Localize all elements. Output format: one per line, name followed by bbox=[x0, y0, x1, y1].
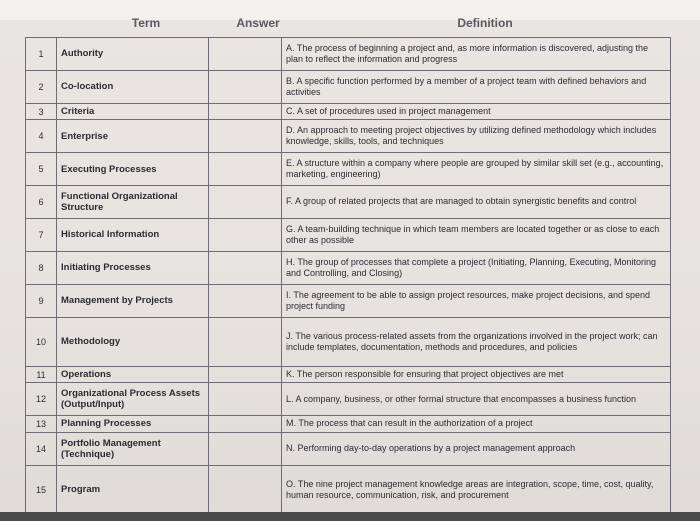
term-cell: Authority bbox=[57, 38, 209, 71]
table-row bbox=[26, 153, 671, 186]
row-number: 4 bbox=[26, 120, 57, 153]
answer-cell[interactable] bbox=[209, 103, 282, 119]
answer-cell[interactable] bbox=[209, 38, 282, 71]
table-row bbox=[26, 366, 671, 382]
answer-cell[interactable] bbox=[209, 186, 282, 219]
definition-cell: K. The person responsible for ensuring that project objectives are met bbox=[282, 366, 671, 382]
term-cell: Criteria bbox=[57, 103, 209, 119]
definition-cell: D. An approach to meeting project objectives by utilizing defined methodology which includes knowledge, skills, tools, and techniques bbox=[282, 120, 671, 153]
row-number: 14 bbox=[26, 432, 57, 465]
row-number: 10 bbox=[26, 317, 57, 366]
row-number: 3 bbox=[26, 103, 57, 119]
term-cell: Methodology bbox=[57, 317, 209, 366]
answer-cell[interactable] bbox=[209, 416, 282, 432]
header-term: Term bbox=[131, 16, 161, 30]
table-row bbox=[26, 70, 671, 103]
table-row bbox=[26, 432, 671, 465]
term-cell: Organizational Process Assets (Output/Input) bbox=[57, 383, 209, 416]
answer-cell[interactable] bbox=[209, 366, 282, 382]
answer-cell[interactable] bbox=[209, 70, 282, 103]
answer-cell[interactable] bbox=[209, 251, 282, 284]
term-cell: Co-location bbox=[57, 70, 209, 103]
definition-cell: J. The various process-related assets from the organizations involved in the project work; can include templates, documentation, methods and procedures, and policies bbox=[282, 317, 671, 366]
definition-cell: E. A structure within a company where people are grouped by similar skill set (e.g., accounting, marketing, engineering) bbox=[282, 153, 671, 186]
definition-cell: O. The nine project management knowledge areas are integration, scope, time, cost, quality, human resource, communication, risk, and procurement bbox=[282, 465, 671, 514]
term-cell: Historical Information bbox=[57, 218, 209, 251]
row-number: 9 bbox=[26, 284, 57, 317]
term-cell: Planning Processes bbox=[57, 416, 209, 432]
row-number: 5 bbox=[26, 153, 57, 186]
table-row bbox=[26, 317, 671, 366]
term-cell: Program bbox=[57, 465, 209, 514]
term-cell: Management by Projects bbox=[57, 284, 209, 317]
row-number: 12 bbox=[26, 383, 57, 416]
table-row bbox=[26, 416, 671, 432]
table-row bbox=[26, 103, 671, 119]
row-number: 15 bbox=[26, 465, 57, 514]
answer-cell[interactable] bbox=[209, 120, 282, 153]
definition-cell: A. The process of beginning a project and, as more information is discovered, adjusting the plan to reflect the information and progress bbox=[282, 38, 671, 71]
row-number: 1 bbox=[26, 38, 57, 71]
term-cell: Functional Organizational Structure bbox=[57, 186, 209, 219]
table-row bbox=[26, 38, 671, 71]
answer-cell[interactable] bbox=[209, 383, 282, 416]
definition-cell: M. The process that can result in the authorization of a project bbox=[282, 416, 671, 432]
table-row bbox=[26, 251, 671, 284]
row-number: 13 bbox=[26, 416, 57, 432]
table-row bbox=[26, 120, 671, 153]
term-cell: Portfolio Management (Technique) bbox=[57, 432, 209, 465]
answer-cell[interactable] bbox=[209, 284, 282, 317]
row-number: 11 bbox=[26, 366, 57, 382]
term-cell: Initiating Processes bbox=[57, 251, 209, 284]
header-answer: Answer bbox=[236, 16, 280, 30]
answer-cell[interactable] bbox=[209, 153, 282, 186]
definition-cell: B. A specific function performed by a member of a project team with defined behaviors and activities bbox=[282, 70, 671, 103]
definition-cell: N. Performing day-to-day operations by a project management approach bbox=[282, 432, 671, 465]
definition-cell: I. The agreement to be able to assign project resources, make project decisions, and spend project funding bbox=[282, 284, 671, 317]
term-cell: Executing Processes bbox=[57, 153, 209, 186]
table-row bbox=[26, 186, 671, 219]
page-bottom-shadow bbox=[0, 512, 700, 521]
term-cell: Enterprise bbox=[57, 120, 209, 153]
answer-cell[interactable] bbox=[209, 218, 282, 251]
table-row bbox=[26, 383, 671, 416]
answer-cell[interactable] bbox=[209, 432, 282, 465]
row-number: 7 bbox=[26, 218, 57, 251]
table-row bbox=[26, 465, 671, 514]
table-row bbox=[26, 284, 671, 317]
row-number: 2 bbox=[26, 70, 57, 103]
table-row bbox=[26, 218, 671, 251]
row-number: 8 bbox=[26, 251, 57, 284]
term-cell: Operations bbox=[57, 366, 209, 382]
matching-table bbox=[25, 37, 671, 515]
definition-cell: C. A set of procedures used in project management bbox=[282, 103, 671, 119]
definition-cell: L. A company, business, or other formal structure that encompasses a business function bbox=[282, 383, 671, 416]
answer-cell[interactable] bbox=[209, 465, 282, 514]
definition-cell: G. A team-building technique in which team members are located together or as close to each other as possible bbox=[282, 218, 671, 251]
header-definition: Definition bbox=[457, 16, 513, 30]
definition-cell: F. A group of related projects that are managed to obtain synergistic benefits and control bbox=[282, 186, 671, 219]
row-number: 6 bbox=[26, 186, 57, 219]
definition-cell: H. The group of processes that complete a project (Initiating, Planning, Executing, Monitoring and Controlling, and Closing) bbox=[282, 251, 671, 284]
answer-cell[interactable] bbox=[209, 317, 282, 366]
